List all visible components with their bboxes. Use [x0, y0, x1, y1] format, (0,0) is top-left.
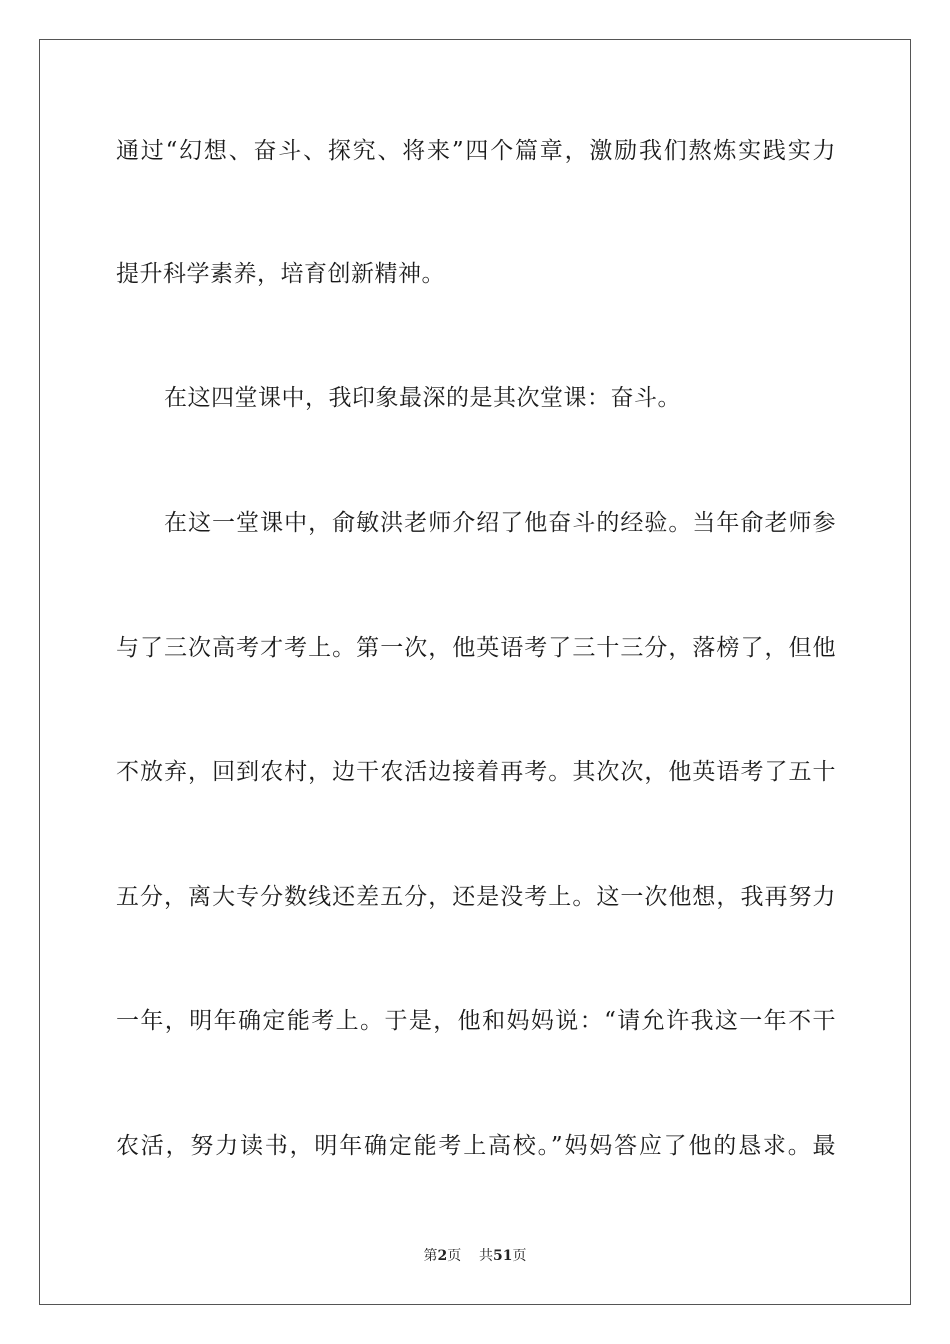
body-text-line-5: 与了三次高考才考上。第一次，他英语考了三十三分，落榜了，但他 [116, 635, 836, 661]
page-footer [0, 1247, 950, 1265]
footer-page-prefix: 第 [423, 1248, 438, 1264]
body-text-line-4: 在这一堂课中，俞敏洪老师介绍了他奋斗的经验。当年俞老师参 [164, 510, 836, 536]
footer-total-pages: 51 [493, 1248, 513, 1264]
body-text-line-8: 一年，明年确定能考上。于是，他和妈妈说：“请允许我这一年不干 [116, 1008, 836, 1034]
page-border [39, 39, 911, 1305]
body-text-line-9: 农活，努力读书，明年确定能考上高校。”妈妈答应了他的恳求。最 [116, 1133, 836, 1159]
body-text-line-3: 在这四堂课中，我印象最深的是其次堂课：奋斗。 [164, 385, 681, 411]
body-text-line-6: 不放弃，回到农村，边干农活边接着再考。其次次，他英语考了五十 [116, 759, 836, 785]
footer-page-suffix: 页 [447, 1248, 462, 1264]
body-text-line-7: 五分，离大专分数线还差五分，还是没考上。这一次他想，我再努力 [116, 884, 836, 910]
footer-total-suffix: 页 [512, 1248, 527, 1264]
footer-page-number: 2 [437, 1248, 448, 1264]
footer-total-prefix: 共 [479, 1248, 494, 1264]
body-text-line-2: 提升科学素养，培育创新精神。 [116, 261, 445, 287]
body-text-line-1: 通过“幻想、奋斗、探究、将来”四个篇章，激励我们熬炼实践实力 [116, 138, 836, 164]
